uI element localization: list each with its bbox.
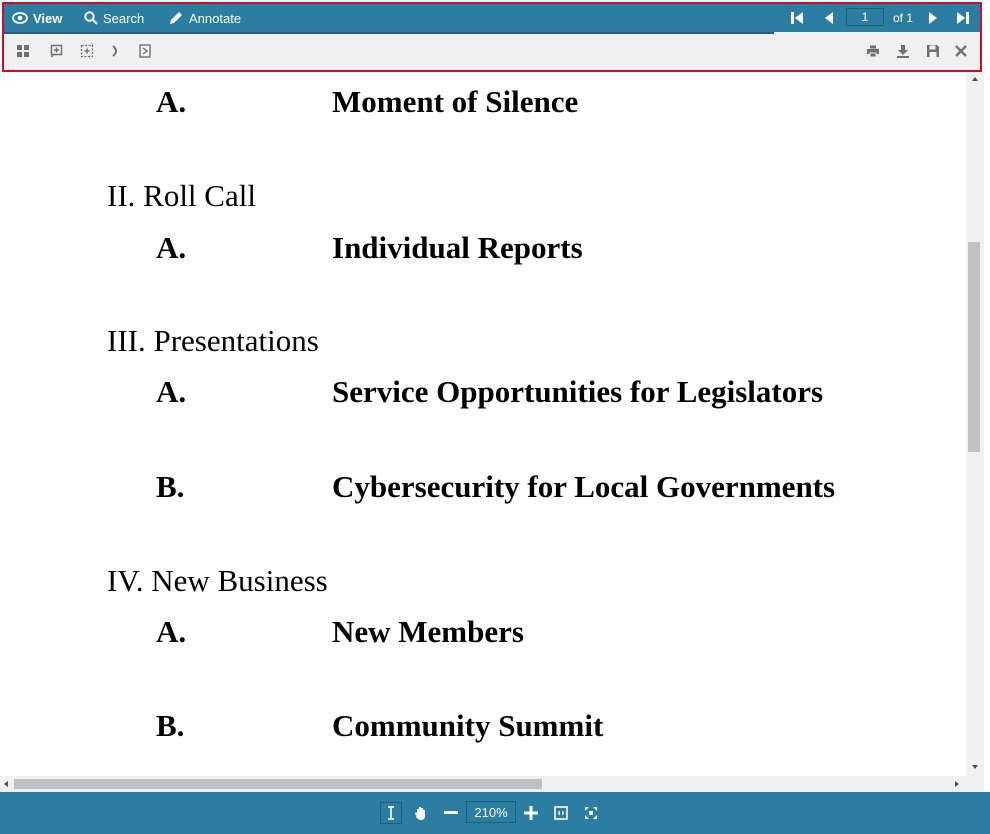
rotate-icon (109, 44, 121, 58)
fit-page-button[interactable] (136, 42, 154, 60)
horizontal-scroll-thumb[interactable] (14, 779, 542, 789)
tab-search-label: Search (103, 10, 145, 26)
scroll-right-button[interactable] (950, 777, 964, 791)
scrollbar-corner (966, 776, 984, 792)
fit-selection-icon (80, 44, 94, 58)
top-nav-bar (4, 4, 980, 32)
previous-page-icon (824, 11, 834, 25)
zoom-area-button[interactable] (48, 42, 66, 60)
tab-annotate[interactable] (168, 4, 241, 32)
vertical-scrollbar[interactable] (966, 72, 984, 776)
tab-annotate-label: Annotate (189, 10, 242, 26)
zoom-in-icon (50, 44, 64, 58)
search-icon (84, 11, 98, 25)
print-icon (866, 44, 880, 58)
previous-page-button[interactable] (820, 9, 838, 27)
last-page-icon (956, 11, 970, 25)
agenda-item: Cybersecurity for Local Governments (332, 469, 836, 504)
next-page-icon (928, 11, 938, 25)
first-page-icon (790, 11, 804, 25)
item-letter: A. (156, 84, 187, 119)
scroll-up-button[interactable] (966, 72, 984, 86)
hand-pan-icon (414, 805, 428, 821)
scroll-down-button[interactable] (966, 760, 984, 774)
pencil-icon (168, 10, 184, 26)
caret-up-icon (971, 76, 979, 82)
close-button[interactable] (952, 42, 970, 60)
scroll-left-button[interactable] (0, 777, 12, 791)
caret-down-icon (971, 764, 979, 770)
save-button[interactable] (924, 42, 942, 60)
close-icon (954, 44, 968, 58)
bottom-toolbar (0, 792, 990, 834)
zoom-in-plus-icon (524, 806, 538, 820)
item-letter: B. (156, 708, 185, 743)
zoom-out-icon (444, 811, 458, 815)
item-letter: A. (156, 374, 187, 409)
item-letter: B. (156, 469, 185, 504)
download-button[interactable] (894, 42, 912, 60)
viewer-toolbar (2, 2, 982, 72)
text-select-button[interactable] (380, 802, 402, 824)
pan-button[interactable] (410, 802, 432, 824)
zoom-in-button[interactable] (520, 802, 542, 824)
tab-search[interactable] (84, 4, 144, 32)
agenda-item: Individual Reports (332, 230, 583, 265)
zoom-out-button[interactable] (440, 802, 462, 824)
print-button[interactable] (864, 42, 882, 60)
agenda-item: Moment of Silence (332, 84, 579, 119)
thumbnails-icon (16, 44, 30, 58)
fit-width-button[interactable] (550, 802, 572, 824)
next-page-button[interactable] (924, 9, 942, 27)
window-edge (984, 0, 990, 792)
vertical-scroll-thumb[interactable] (968, 242, 980, 452)
zoom-level[interactable]: 210% (466, 801, 516, 823)
agenda-item: Service Opportunities for Legislators (332, 374, 824, 409)
caret-right-icon (954, 780, 960, 788)
page-count-label: of 1 (893, 11, 914, 25)
thumbnails-button[interactable] (14, 42, 32, 60)
item-letter: A. (156, 614, 187, 649)
fullscreen-button[interactable] (580, 802, 602, 824)
horizontal-scrollbar[interactable] (0, 776, 966, 792)
eye-icon (12, 12, 28, 24)
page-number-input[interactable] (846, 8, 884, 26)
text-select-icon (386, 805, 396, 821)
section-heading: II. Roll Call (107, 178, 256, 213)
tab-view[interactable] (12, 4, 62, 32)
fit-page-icon (139, 44, 151, 58)
section-heading: IV. New Business (107, 563, 328, 598)
fit-selection-button[interactable] (78, 42, 96, 60)
fullscreen-icon (584, 806, 598, 820)
item-letter: A. (156, 230, 187, 265)
caret-left-icon (3, 780, 9, 788)
first-page-button[interactable] (788, 9, 806, 27)
tools-bar (4, 34, 980, 70)
rotate-button[interactable] (106, 42, 124, 60)
fit-width-icon (554, 806, 568, 820)
save-icon (926, 44, 940, 58)
last-page-button[interactable] (954, 9, 972, 27)
download-icon (896, 44, 910, 58)
tab-view-label: View (33, 10, 63, 26)
section-heading: III. Presentations (107, 323, 319, 358)
agenda-item: New Members (332, 614, 524, 649)
document-page (0, 72, 966, 776)
agenda-item: Community Summit (332, 708, 604, 743)
